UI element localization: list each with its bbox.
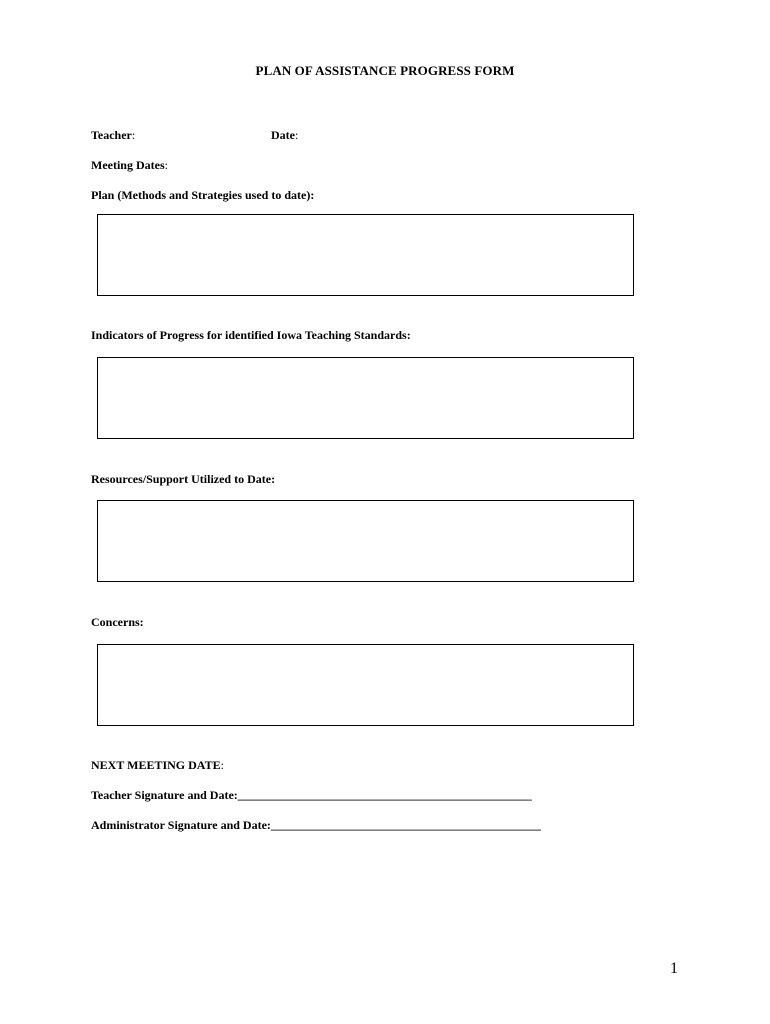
teacher-label: Teacher <box>91 128 132 142</box>
meeting-dates-label: Meeting Dates <box>91 158 165 172</box>
teacher-signature-label: Teacher Signature and Date: <box>91 788 238 802</box>
admin-signature-line[interactable]: _____________________________________________ <box>270 818 541 832</box>
teacher-colon: : <box>131 128 136 142</box>
concerns-label: Concerns: <box>91 615 144 629</box>
meeting-dates-field <box>91 158 168 173</box>
concerns-heading <box>91 615 144 630</box>
next-meeting-label: NEXT MEETING DATE <box>91 758 221 772</box>
teacher-field <box>91 128 135 143</box>
admin-signature-label: Administrator Signature and Date: <box>91 818 271 832</box>
plan-heading <box>91 188 314 203</box>
teacher-signature-field <box>91 788 532 803</box>
concerns-box[interactable] <box>97 644 634 726</box>
resources-label: Resources/Support Utilized to Date: <box>91 472 276 486</box>
plan-label: Plan (Methods and Strategies used to date): <box>91 188 315 202</box>
admin-signature-field <box>91 818 541 833</box>
next-meeting-colon: : <box>220 758 224 772</box>
meeting-dates-colon: : <box>164 158 168 172</box>
resources-heading <box>91 472 275 487</box>
date-label: Date <box>271 128 295 142</box>
resources-box[interactable] <box>97 500 634 582</box>
teacher-signature-line[interactable]: _________________________________________________ <box>237 788 532 802</box>
next-meeting-field <box>91 758 224 773</box>
indicators-heading <box>91 328 411 343</box>
date-colon: : <box>295 128 299 142</box>
plan-box[interactable] <box>97 214 634 296</box>
indicators-label: Indicators of Progress for identified Iowa Teaching Standards: <box>91 328 411 342</box>
indicators-box[interactable] <box>97 357 634 439</box>
page-number: 1 <box>670 960 678 977</box>
form-title: PLAN OF ASSISTANCE PROGRESS FORM <box>255 63 515 78</box>
date-field <box>271 128 298 143</box>
